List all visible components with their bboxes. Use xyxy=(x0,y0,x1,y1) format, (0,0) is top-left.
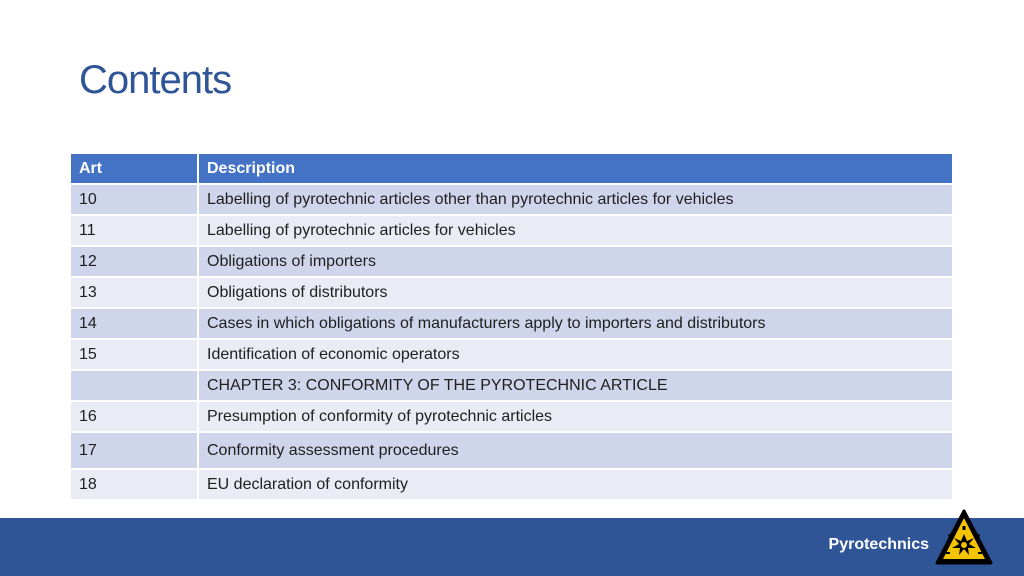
table-header-row xyxy=(71,154,953,184)
cell-description: Obligations of distributors xyxy=(198,277,953,308)
cell-art: 10 xyxy=(71,184,198,215)
cell-description: Presumption of conformity of pyrotechnic articles xyxy=(198,401,953,432)
cell-art: 11 xyxy=(71,215,198,246)
table-row xyxy=(71,184,953,215)
cell-art: 13 xyxy=(71,277,198,308)
header-art: Art xyxy=(71,154,198,184)
slide-title: Contents xyxy=(79,58,232,102)
cell-art: 18 xyxy=(71,469,198,500)
header-description: Description xyxy=(198,154,953,184)
explosive-hazard-icon xyxy=(934,508,994,570)
cell-description: Labelling of pyrotechnic articles other than pyrotechnic articles for vehicles xyxy=(198,184,953,215)
cell-art: 16 xyxy=(71,401,198,432)
cell-art: 17 xyxy=(71,432,198,469)
cell-description: Obligations of importers xyxy=(198,246,953,277)
contents-table xyxy=(71,154,954,501)
cell-description: Identification of economic operators xyxy=(198,339,953,370)
table-row xyxy=(71,246,953,277)
cell-art: 15 xyxy=(71,339,198,370)
table-row xyxy=(71,277,953,308)
table-row-chapter xyxy=(71,370,953,401)
table-row xyxy=(71,469,953,500)
cell-art: 14 xyxy=(71,308,198,339)
table-row xyxy=(71,308,953,339)
footer-label: Pyrotechnics xyxy=(828,536,929,553)
table-row xyxy=(71,401,953,432)
cell-description: CHAPTER 3: CONFORMITY OF THE PYROTECHNIC ARTICLE xyxy=(198,370,953,401)
table-row xyxy=(71,432,953,469)
cell-art xyxy=(71,370,198,401)
table-row xyxy=(71,339,953,370)
cell-art: 12 xyxy=(71,246,198,277)
footer-bar xyxy=(0,518,1024,576)
cell-description: Cases in which obligations of manufacturers apply to importers and distributors xyxy=(198,308,953,339)
cell-description: Conformity assessment procedures xyxy=(198,432,953,469)
table-row xyxy=(71,215,953,246)
cell-description: EU declaration of conformity xyxy=(198,469,953,500)
cell-description: Labelling of pyrotechnic articles for vehicles xyxy=(198,215,953,246)
